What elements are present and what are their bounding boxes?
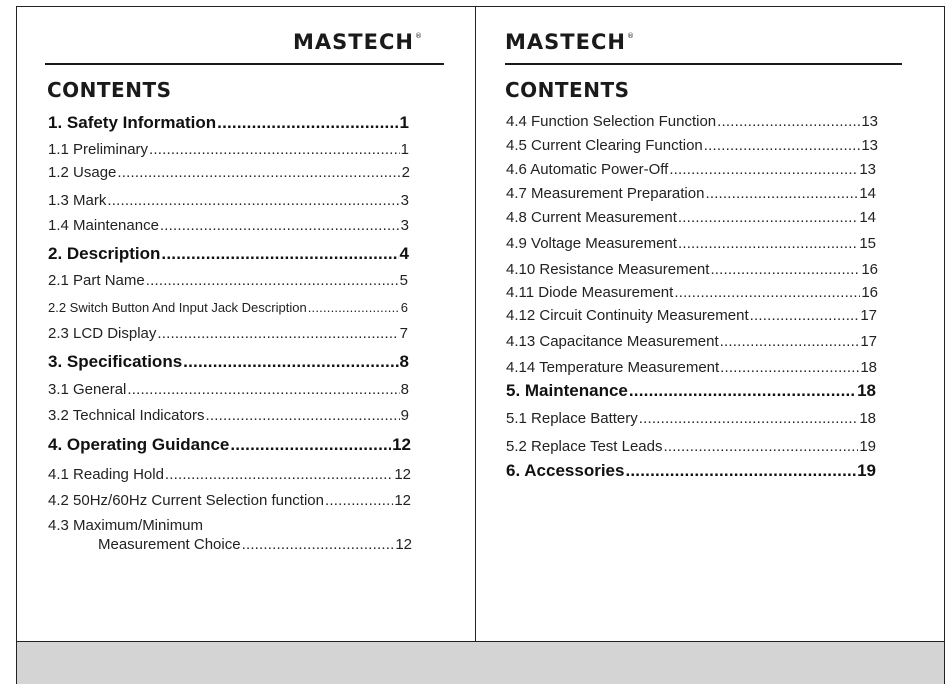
toc-entry-5[interactable] bbox=[506, 382, 876, 400]
toc-entry-1-2[interactable] bbox=[48, 164, 410, 182]
entry-page: 13 bbox=[861, 137, 878, 154]
leader-dots bbox=[146, 272, 399, 290]
entry-page: 18 bbox=[857, 381, 876, 400]
leader-dots bbox=[674, 284, 860, 302]
entry-page: 12 bbox=[395, 536, 412, 553]
toc-entry-3-2[interactable] bbox=[48, 407, 409, 425]
leader-dots bbox=[127, 381, 399, 399]
entry-title: 4.14 Temperature Measurement bbox=[506, 359, 720, 376]
header-rule-left bbox=[45, 63, 444, 65]
entry-page: 14 bbox=[859, 185, 876, 202]
entry-title: 1.3 Mark bbox=[48, 192, 107, 209]
leader-dots bbox=[717, 113, 860, 131]
leader-dots bbox=[160, 217, 400, 235]
toc-entry-6[interactable] bbox=[506, 462, 876, 480]
toc-entry-4-12[interactable] bbox=[506, 307, 877, 325]
toc-entry-1[interactable] bbox=[48, 114, 409, 132]
brand-logo-left bbox=[293, 30, 422, 54]
leader-dots bbox=[165, 466, 393, 484]
leader-dots bbox=[161, 245, 398, 263]
entry-title: 4.7 Measurement Preparation bbox=[506, 185, 705, 202]
toc-entry-4-3-cont[interactable] bbox=[98, 536, 412, 554]
header-rule-right bbox=[505, 63, 902, 65]
leader-dots bbox=[678, 235, 858, 253]
toc-entry-4-9[interactable] bbox=[506, 235, 876, 253]
leader-dots bbox=[242, 536, 395, 554]
entry-title: 4.1 Reading Hold bbox=[48, 466, 164, 483]
entry-page: 16 bbox=[861, 261, 878, 278]
entry-page: 18 bbox=[860, 359, 877, 376]
entry-title: Measurement Choice bbox=[98, 536, 241, 553]
entry-title: 2.1 Part Name bbox=[48, 272, 145, 289]
toc-entry-5-1[interactable] bbox=[506, 410, 876, 428]
entry-title: 1. Safety Information bbox=[48, 113, 217, 132]
leader-dots bbox=[664, 438, 859, 456]
leader-dots bbox=[308, 299, 400, 317]
toc-entry-1-3[interactable] bbox=[48, 192, 409, 210]
leader-dots bbox=[669, 161, 858, 179]
leader-dots bbox=[705, 185, 858, 203]
entry-page: 18 bbox=[859, 410, 876, 427]
entry-page: 12 bbox=[394, 466, 411, 483]
leader-dots bbox=[629, 382, 856, 400]
entry-title: 4.12 Circuit Continuity Measurement bbox=[506, 307, 749, 324]
entry-title: 1.2 Usage bbox=[48, 164, 117, 181]
entry-page: 13 bbox=[859, 161, 876, 178]
leader-dots bbox=[325, 492, 393, 510]
leader-dots bbox=[639, 410, 859, 428]
entry-title: 4.13 Capacitance Measurement bbox=[506, 333, 719, 350]
toc-entry-4-10[interactable] bbox=[506, 261, 878, 279]
leader-dots bbox=[205, 407, 399, 425]
entry-title: 4.2 50Hz/60Hz Current Selection function bbox=[48, 492, 324, 509]
entry-title: 2.3 LCD Display bbox=[48, 325, 157, 342]
footer-band bbox=[17, 641, 944, 684]
entry-page: 9 bbox=[400, 407, 409, 424]
entry-title: 5.1 Replace Battery bbox=[506, 410, 638, 427]
brand-name: MASTECH bbox=[293, 30, 414, 54]
entry-page: 3 bbox=[400, 217, 409, 234]
leader-dots bbox=[678, 209, 858, 227]
leader-dots bbox=[149, 141, 400, 159]
entry-page: 1 bbox=[399, 113, 409, 132]
entry-title: 5.2 Replace Test Leads bbox=[506, 438, 663, 455]
toc-entry-4-2[interactable] bbox=[48, 492, 411, 510]
toc-entry-2[interactable] bbox=[48, 245, 409, 263]
toc-entry-4-13[interactable] bbox=[506, 333, 877, 351]
brand-name: MASTECH bbox=[505, 30, 626, 54]
toc-entry-4-8[interactable] bbox=[506, 209, 876, 227]
toc-entry-4-3[interactable]: 4.3 Maximum/Minimum bbox=[48, 517, 204, 534]
brand-logo-right bbox=[505, 30, 634, 54]
entry-title: 4.10 Resistance Measurement bbox=[506, 261, 710, 278]
entry-title: 4.5 Current Clearing Function bbox=[506, 137, 703, 154]
toc-entry-2-3[interactable] bbox=[48, 325, 408, 343]
entry-title: 3.1 General bbox=[48, 381, 127, 398]
entry-page: 19 bbox=[857, 461, 876, 480]
leader-dots bbox=[107, 192, 399, 210]
contents-heading-left: CONTENTS bbox=[47, 78, 172, 102]
entry-page: 1 bbox=[400, 141, 409, 158]
toc-entry-4-14[interactable] bbox=[506, 359, 877, 377]
entry-page: 2 bbox=[401, 164, 410, 181]
leader-dots bbox=[157, 325, 398, 343]
page-divider bbox=[475, 6, 476, 642]
toc-entry-1-1[interactable] bbox=[48, 141, 409, 159]
entry-title: 4.9 Voltage Measurement bbox=[506, 235, 677, 252]
leader-dots bbox=[710, 261, 860, 279]
toc-entry-1-4[interactable] bbox=[48, 217, 409, 235]
entry-page: 7 bbox=[399, 325, 408, 342]
contents-heading-right: CONTENTS bbox=[505, 78, 630, 102]
entry-page: 12 bbox=[392, 435, 411, 454]
entry-page: 5 bbox=[399, 272, 408, 289]
leader-dots bbox=[720, 333, 860, 351]
toc-entry-4-7[interactable] bbox=[506, 185, 876, 203]
entry-page: 19 bbox=[859, 438, 876, 455]
entry-title: 4. Operating Guidance bbox=[48, 435, 230, 454]
leader-dots bbox=[217, 114, 398, 132]
leader-dots bbox=[117, 164, 400, 182]
toc-entry-3-1[interactable] bbox=[48, 381, 409, 399]
entry-page: 8 bbox=[399, 352, 409, 371]
toc-entry-5-2[interactable] bbox=[506, 438, 876, 456]
leader-dots bbox=[183, 353, 398, 371]
entry-title: 2.2 Switch Button And Input Jack Description bbox=[48, 300, 307, 315]
toc-entry-2-1[interactable] bbox=[48, 272, 408, 290]
leader-dots bbox=[750, 307, 860, 325]
entry-page: 16 bbox=[861, 284, 878, 301]
registered-mark: ® bbox=[414, 32, 422, 40]
entry-title: 1.1 Preliminary bbox=[48, 141, 149, 158]
toc-entry-4-4[interactable] bbox=[506, 113, 878, 131]
entry-title: 3.2 Technical Indicators bbox=[48, 407, 205, 424]
entry-title: 2. Description bbox=[48, 244, 161, 263]
entry-title: 5. Maintenance bbox=[506, 381, 628, 400]
leader-dots bbox=[720, 359, 859, 377]
entry-page: 12 bbox=[394, 492, 411, 509]
entry-page: 3 bbox=[400, 192, 409, 209]
entry-title: 4.6 Automatic Power-Off bbox=[506, 161, 669, 178]
toc-entry-3[interactable] bbox=[48, 353, 409, 371]
entry-page: 6 bbox=[400, 300, 408, 315]
entry-title: 4.4 Function Selection Function bbox=[506, 113, 717, 130]
entry-title: 6. Accessories bbox=[506, 461, 625, 480]
leader-dots bbox=[704, 137, 861, 155]
leader-dots bbox=[230, 436, 391, 454]
entry-page: 17 bbox=[860, 307, 877, 324]
entry-title: 1.4 Maintenance bbox=[48, 217, 159, 234]
leader-dots bbox=[625, 462, 856, 480]
entry-title: 4.8 Current Measurement bbox=[506, 209, 677, 226]
toc-entry-4-6[interactable] bbox=[506, 161, 876, 179]
entry-page: 17 bbox=[860, 333, 877, 350]
toc-entry-4[interactable] bbox=[48, 436, 411, 454]
entry-title: 3. Specifications bbox=[48, 352, 183, 371]
entry-page: 15 bbox=[859, 235, 876, 252]
entry-page: 4 bbox=[399, 244, 409, 263]
toc-entry-4-11[interactable] bbox=[506, 284, 878, 302]
entry-page: 8 bbox=[400, 381, 409, 398]
toc-entry-4-1[interactable] bbox=[48, 466, 411, 484]
toc-entry-4-5[interactable] bbox=[506, 137, 878, 155]
toc-entry-2-2[interactable] bbox=[48, 299, 408, 317]
registered-mark: ® bbox=[626, 32, 634, 40]
entry-page: 14 bbox=[859, 209, 876, 226]
entry-title: 4.11 Diode Measurement bbox=[506, 284, 674, 301]
entry-page: 13 bbox=[861, 113, 878, 130]
